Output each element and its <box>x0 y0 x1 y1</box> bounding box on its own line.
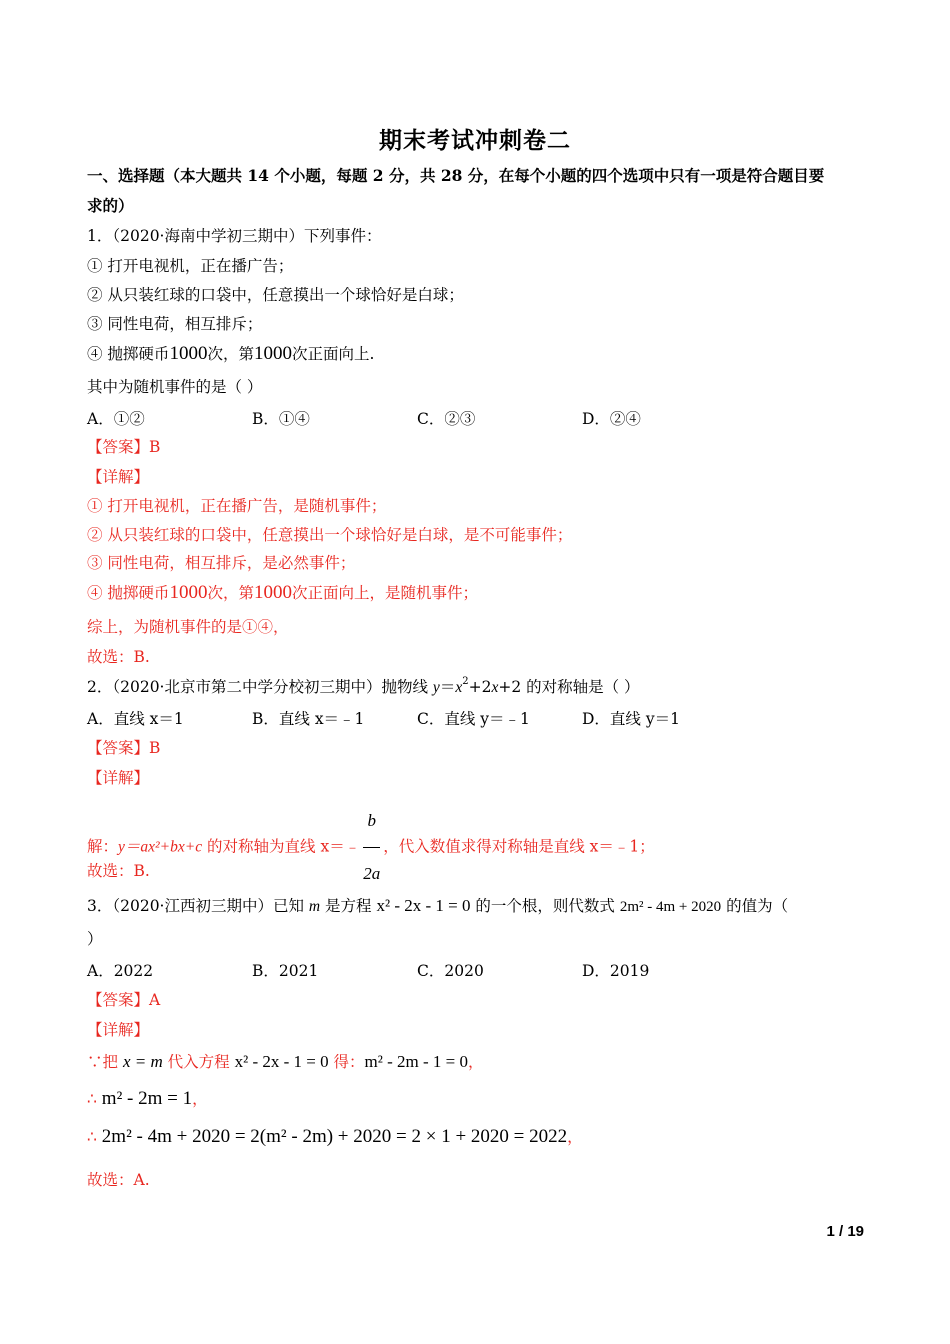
q3-choice: 故选：A. <box>87 1171 150 1189</box>
q1-answer: 【答案】B <box>87 438 161 456</box>
q1-item-4-num-1: 1000 <box>169 343 208 364</box>
q1-option-c: C．②③ <box>417 410 476 428</box>
q1-item-4-text-a: ④ 抛掷硬币 <box>87 345 170 363</box>
q3-option-d: D．2019 <box>582 962 650 980</box>
q2-option-a: A．直线 x＝1 <box>87 710 184 728</box>
q3-stem-cont: ） <box>87 930 103 948</box>
q3-step-1-c: 得： <box>328 1053 365 1071</box>
page-title: 期末考试冲刺卷二 <box>379 127 571 154</box>
q2-explain-a: 解： <box>87 837 119 856</box>
q3-answer: 【答案】A <box>87 991 161 1009</box>
section-heading: 一、选择题（本大题共 14 个小题，每题 2 分，共 28 分，在每个小题的四个选项中只有一项是符合题目要 <box>87 166 825 185</box>
q3-stem-a: 3．（2020·江西初三期中）已知 <box>87 897 309 915</box>
q3-step-1 <box>87 1052 484 1072</box>
q1-item-2: ② 从只装红球的口袋中，任意摸出一个球恰好是白球； <box>87 286 464 304</box>
q1-explain-4 <box>87 583 478 603</box>
q3-stem-m: m <box>308 898 321 915</box>
q3-step-3-a: ∴ <box>87 1128 102 1146</box>
q2-stem-b: 的对称轴是（ ） <box>521 678 640 696</box>
q1-explain-4-b: 次，第 <box>207 584 254 602</box>
q3-step-2 <box>87 1089 208 1109</box>
q1-item-4-text-b: 次，第 <box>207 345 254 363</box>
q2-stem-end: +2 <box>498 678 522 696</box>
q2-choice: 故选：B. <box>87 862 150 880</box>
q3-step-1-b: 代入方程 <box>162 1053 235 1071</box>
page-number: 1 / 19 <box>826 1223 864 1240</box>
section-heading-cont: 求的） <box>87 196 134 215</box>
q1-stem: 1．（2020·海南中学初三期中）下列事件： <box>87 227 382 245</box>
q1-explain-4-num-1: 1000 <box>169 582 208 603</box>
q1-item-1: ① 打开电视机，正在播广告； <box>87 257 294 275</box>
q3-step-3-b: ， <box>567 1128 583 1146</box>
q1-option-d: D．②④ <box>582 410 641 428</box>
q3-stem-b: 是方程 <box>320 897 377 915</box>
q2-stem-x2: x <box>491 679 499 696</box>
q2-stem-eq: ＝ <box>439 678 456 696</box>
q2-option-d: D．直线 y＝1 <box>582 710 680 728</box>
q3-step-2-b: ， <box>192 1090 208 1108</box>
q3-stem-d: 的值为（ <box>721 897 789 915</box>
q1-explain-4-num-2: 1000 <box>253 582 292 603</box>
q2-stem-x: x <box>455 679 463 696</box>
q3-stem <box>87 896 788 917</box>
q3-stem-expression: 2m² - 4m + 2020 <box>619 899 722 915</box>
q2-fraction-denominator: 2a <box>363 864 381 883</box>
q3-stem-c: 的一个根，则代数式 <box>470 897 620 915</box>
q3-option-c: C．2020 <box>417 962 484 980</box>
q3-step-2-a: ∴ <box>87 1090 102 1108</box>
q1-item-4-text-c: 次正面向上. <box>291 345 375 363</box>
q3-step-1-a: ∵把 <box>87 1053 123 1071</box>
q3-stem-equation: x² - 2x - 1 = 0 <box>376 896 471 915</box>
q1-choice: 故选：B. <box>87 648 150 666</box>
q2-stem-y: y <box>432 679 440 696</box>
q1-option-b: B．①④ <box>252 410 310 428</box>
q3-step-1-equation: x² - 2x - 1 = 0 <box>234 1052 329 1071</box>
q1-explain-4-a: ④ 抛掷硬币 <box>87 584 170 602</box>
q2-stem-a: 2．（2020·北京市第二中学分校初三期中）抛物线 <box>87 678 433 696</box>
q1-item-3: ③ 同性电荷，相互排斥； <box>87 315 263 333</box>
q2-fraction <box>363 797 380 898</box>
q3-step-1-result: m² - 2m - 1 = 0 <box>364 1052 468 1071</box>
q2-explain-formula: y＝ax²+bx+c <box>118 838 203 856</box>
q1-explain-4-c: 次正面向上，是随机事件； <box>291 584 478 602</box>
q1-summary: 综上，为随机事件的是①④， <box>87 618 289 636</box>
q3-option-b: B．2021 <box>252 962 319 980</box>
q3-step-1-substitution: x = m <box>122 1052 163 1071</box>
q2-fraction-numerator: b <box>363 797 380 848</box>
q3-step-3 <box>87 1127 583 1147</box>
q2-stem-sup: 2 <box>462 676 469 687</box>
q1-item-4 <box>87 344 374 364</box>
q2-answer: 【答案】B <box>87 739 161 757</box>
q3-step-1-d: ， <box>468 1053 484 1071</box>
q1-detail-label: 【详解】 <box>87 468 150 486</box>
q3-step-2-expression: m² - 2m = 1 <box>101 1088 193 1109</box>
q2-option-c: C．直线 y＝﹣1 <box>417 710 530 728</box>
q1-question: 其中为随机事件的是（ ） <box>87 378 263 396</box>
q2-explain-b: 的对称轴为直线 x＝﹣ <box>202 837 361 856</box>
q1-explain-1: ① 打开电视机，正在播广告，是随机事件； <box>87 497 387 515</box>
q1-option-a: A．①② <box>87 410 145 428</box>
q3-step-3-expression: 2m² - 4m + 2020 = 2(m² - 2m) + 2020 = 2 × 1 + 2020 = 2022 <box>101 1126 568 1147</box>
q3-option-a: A．2022 <box>87 962 154 980</box>
q2-explain-c: ，代入数值求得对称轴是直线 x＝﹣1； <box>383 837 655 856</box>
q1-explain-2: ② 从只装红球的口袋中，任意摸出一个球恰好是白球，是不可能事件； <box>87 526 573 544</box>
q2-explain <box>87 797 655 898</box>
q2-stem <box>87 677 640 698</box>
q2-option-b: B．直线 x＝﹣1 <box>252 710 365 728</box>
q2-detail-label: 【详解】 <box>87 769 150 787</box>
q2-stem-rest: +2 <box>468 678 492 696</box>
q1-explain-3: ③ 同性电荷，相互排斥，是必然事件； <box>87 554 356 572</box>
q1-item-4-num-2: 1000 <box>253 343 292 364</box>
q3-detail-label: 【详解】 <box>87 1021 150 1039</box>
